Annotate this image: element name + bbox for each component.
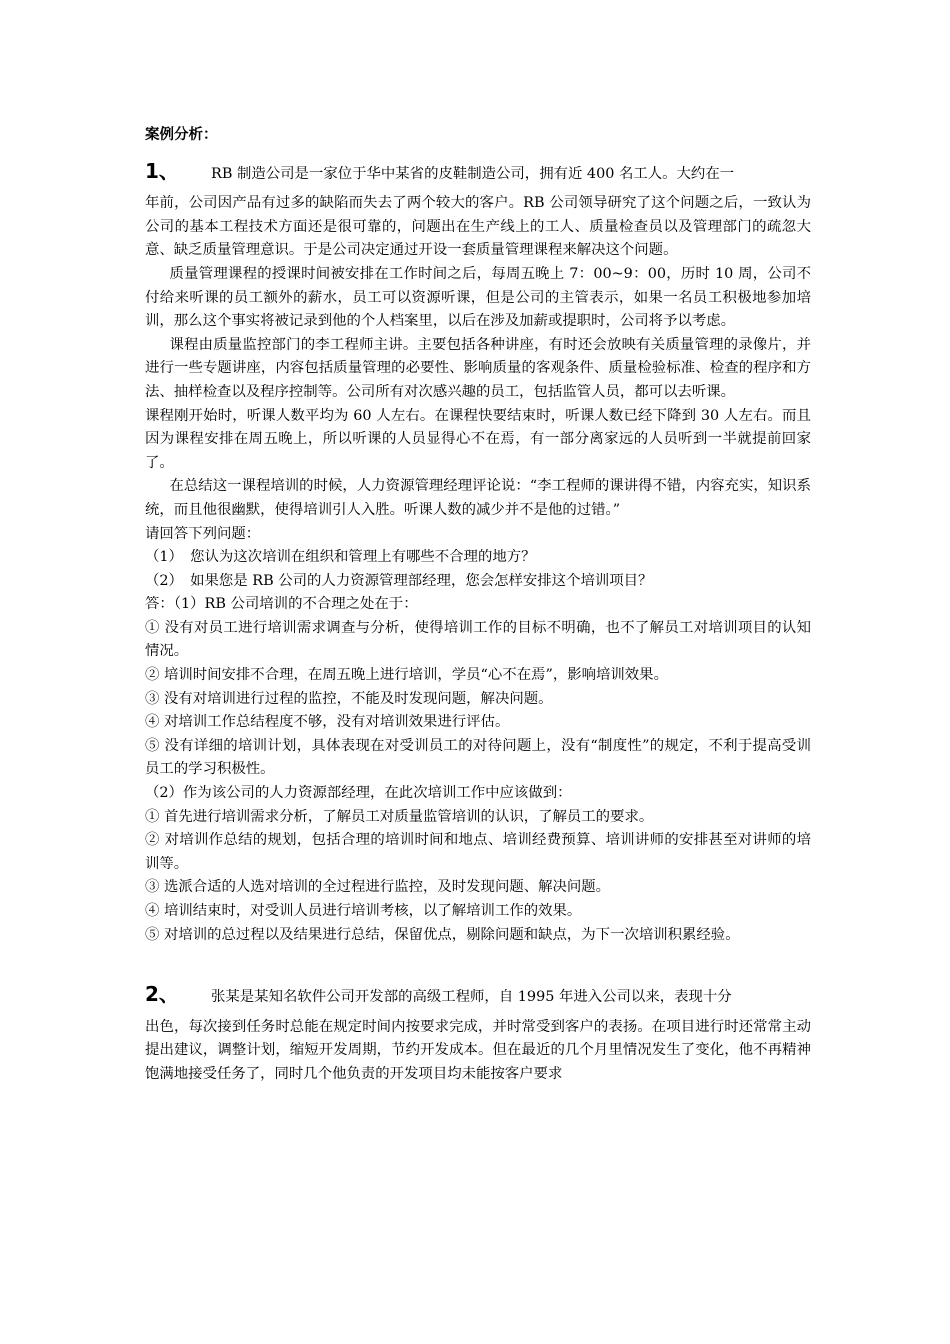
case-1-first-line: RB 制造公司是一家位于华中某省的皮鞋制造公司，拥有近 400 名工人。大约在一	[211, 165, 735, 182]
case-1-body	[145, 192, 811, 947]
paragraph: （2）作为该公司的人力资源部经理，在此次培训工作中应该做到：	[145, 785, 572, 802]
case-separator	[145, 947, 811, 983]
paragraph: ③ 没有对培训进行过程的监控，不能及时发现问题，解决问题。	[145, 690, 553, 707]
paragraph: （1） 您认为这次培训在组织和管理上有哪些不合理的地方？	[145, 549, 536, 566]
paragraph: ① 首先进行培训需求分析，了解员工对质量监管培训的认识，了解员工的要求。	[145, 808, 654, 825]
case-1-heading	[145, 160, 811, 187]
paragraph: ② 对培训作总结的规划，包括合理的培训时间和地点、培训经费预算、培训讲师的安排甚至对讲师的培训等。	[145, 832, 811, 872]
case-2-number: 2、	[145, 982, 179, 1007]
case-2-first-line: 张某是某知名软件公司开发部的高级工程师，自 1995 年进入公司以来，表现十分	[211, 989, 732, 1006]
case-2-heading	[145, 983, 811, 1010]
paragraph: 课程刚开始时，听课人数平均为 60 人左右。在课程快要结束时，听课人数已经下降到 30 人左右。而且因为课程安排在周五晚上，所以听课的人员显得心不在焉，有一部分离家远的人员听到一半就提前回家了。	[145, 407, 811, 471]
section-title: 案例分析：	[145, 127, 218, 143]
paragraph: （2） 如果您是 RB 公司的人力资源管理部经理，您会怎样安排这个培训项目？	[145, 572, 653, 589]
paragraph: 年前，公司因产品有过多的缺陷而失去了两个较大的客户。RB 公司领导研究了这个问题之后，一致认为公司的基本工程技术方面还是很可靠的，问题出在生产线上的工人、质量检查员以及管理部门的疏忽大意、缺乏质量管理意识。于是公司决定通过开设一套质量管理课程来解决这个问题。	[145, 195, 811, 259]
case-1	[145, 160, 811, 948]
case-2-body	[145, 1016, 811, 1087]
paragraph: 在总结这一课程培训的时候，人力资源管理经理评论说：“李工程师的课讲得不错，内容充实，知识系统，而且他很幽默，使得培训引人入胜。听课人数的减少并不是他的过错。”	[145, 478, 811, 518]
paragraph: ⑤ 对培训的总过程以及结果进行总结，保留优点，剔除问题和缺点，为下一次培训积累经验。	[145, 926, 740, 943]
paragraph: 请回答下列问题：	[145, 525, 261, 542]
document-page	[145, 124, 811, 1087]
paragraph: ③ 选派合适的人选对培训的全过程进行监控，及时发现问题、解决问题。	[145, 879, 611, 896]
paragraph: ⑤ 没有详细的培训计划，具体表现在对受训员工的对待问题上，没有“制度性”的规定，不利于提高受训员工的学习积极性。	[145, 737, 811, 778]
paragraph: ④ 对培训工作总结程度不够，没有对培训效果进行评估。	[145, 714, 510, 731]
case-2	[145, 983, 811, 1086]
paragraph: ① 没有对员工进行培训需求调查与分析，使得培训工作的目标不明确，也不了解员工对培训项目的认知情况。	[145, 619, 811, 660]
paragraph: ② 培训时间安排不合理，在周五晚上进行培训，学员“心不在焉”，影响培训效果。	[145, 667, 668, 684]
paragraph: 课程由质量监控部门的李工程师主讲。主要包括各种讲座，有时还会放映有关质量管理的录像片，并进行一些专题讲座，内容包括质量管理的必要性、影响质量的客观条件、质量检验标准、检查的程序和方法、抽样检查以及程序控制等。公司所有对次感兴趣的员工，包括监管人员，都可以去听课。	[145, 336, 811, 400]
paragraph: 出色，每次接到任务时总能在规定时间内按要求完成，并时常受到客户的表扬。在项目进行时还常常主动提出建议，调整计划，缩短开发周期，节约开发成本。但在最近的几个月里情况发生了变化，他不再精神饱满地接受任务了，同时几个他负责的开发项目均未能按客户要求	[145, 1018, 811, 1082]
paragraph: ④ 培训结束时，对受训人员进行培训考核，以了解培训工作的效果。	[145, 903, 582, 919]
case-1-number: 1、	[145, 158, 179, 183]
paragraph: 质量管理课程的授课时间被安排在工作时间之后，每周五晚上 7：00~9：00，历时 10 周，公司不付给来听课的员工额外的薪水，员工可以资源听课，但是公司的主管表示，如果一名员工积极地参加培训，那么这个事实将被记录到他的个人档案里，以后在涉及加薪或提职时，公司将予以考虑。	[145, 265, 811, 330]
paragraph: 答：（1）RB 公司培训的不合理之处在于：	[145, 596, 418, 613]
